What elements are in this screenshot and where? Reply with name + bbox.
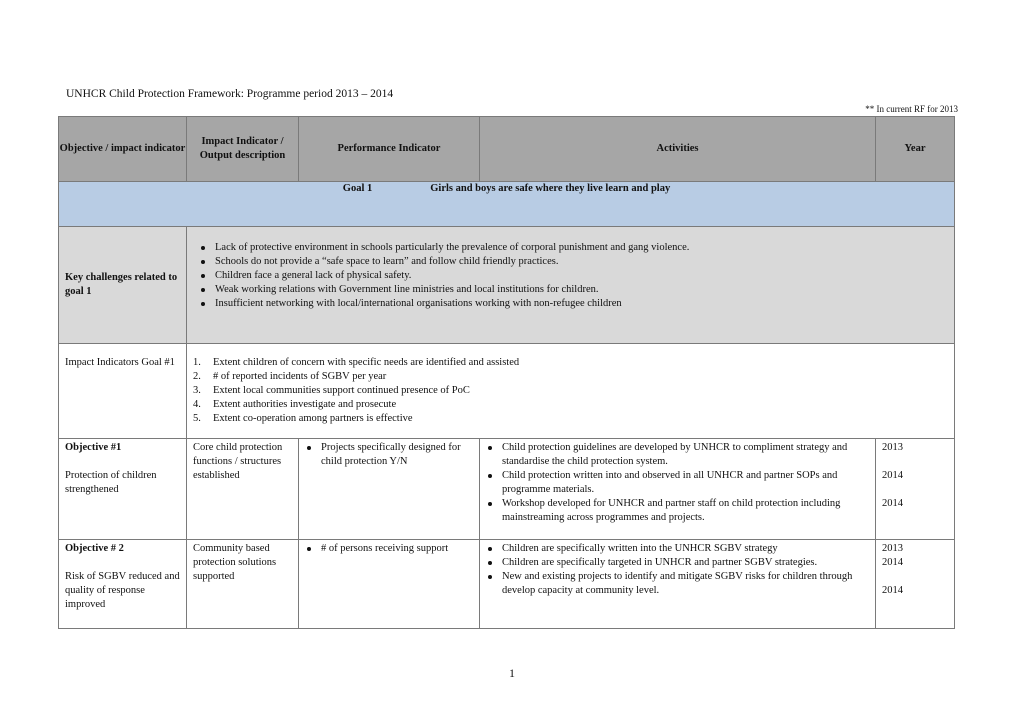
- objective-2-output: Community based protection solutions supported: [187, 540, 299, 629]
- goal-label: Goal 1: [342, 183, 373, 194]
- year-value: 2014: [882, 585, 903, 596]
- objective-2-desc: Risk of SGBV reduced and quality of response improved: [65, 571, 180, 610]
- year-value: 2014: [882, 498, 903, 509]
- framework-table: [58, 116, 955, 629]
- list-item: New and existing projects to identify and mitigate SGBV risks for children through develop capacity at community level.: [480, 570, 867, 598]
- objective-row-2: [59, 540, 955, 629]
- list-item: Insufficient networking with local/international organisations working with non-refugee children: [193, 297, 954, 311]
- list-item: Extent co-operation among partners is effective: [213, 413, 413, 424]
- goal-cell: [59, 182, 955, 227]
- key-challenges-cell: [187, 227, 955, 344]
- objective-2-years: [876, 540, 955, 629]
- list-item: Children are specifically targeted in UNHCR and partner SGBV strategies.: [480, 556, 867, 570]
- key-challenges-label: Key challenges related to goal 1: [59, 227, 187, 344]
- year-value: 2013: [882, 442, 903, 453]
- objective-2-title: Objective # 2: [65, 543, 124, 554]
- objective-row-1: [59, 439, 955, 540]
- list-item: Weak working relations with Government line ministries and local institutions for children.: [193, 283, 954, 297]
- list-item: Child protection written into and observed in all UNHCR and partner SOPs and programme materials.: [480, 469, 867, 497]
- impact-indicators-label: Impact Indicators Goal #1: [59, 344, 187, 439]
- header-row: [59, 117, 955, 182]
- list-item: Projects specifically designed for child protection Y/N: [299, 441, 473, 469]
- list-item: Extent children of concern with specific needs are identified and assisted: [213, 357, 520, 368]
- list-item: Extent authorities investigate and prosecute: [213, 399, 397, 410]
- list-item: Extent local communities support continued presence of PoC: [213, 385, 470, 396]
- key-challenges-list: [193, 241, 954, 311]
- header-year: Year: [876, 117, 955, 182]
- objective-1-activities: [480, 439, 876, 540]
- list-item: Child protection guidelines are developed by UNHCR to compliment strategy and standardise the child protection system.: [480, 441, 867, 469]
- document-title: UNHCR Child Protection Framework: Programme period 2013 – 2014: [66, 88, 394, 100]
- year-value: 2014: [882, 557, 903, 568]
- key-challenges-row: [59, 227, 955, 344]
- page-number: 1: [509, 666, 515, 680]
- list-item: Schools do not provide a “safe space to learn” and follow child friendly practices.: [193, 255, 954, 269]
- objective-1-cell: [59, 439, 187, 540]
- list-item: # of persons receiving support: [299, 542, 473, 556]
- objective-2-cell: [59, 540, 187, 629]
- objective-1-desc: Protection of children strengthened: [65, 470, 157, 495]
- objective-2-performance: [299, 540, 480, 629]
- list-item: Children are specifically written into the UNHCR SGBV strategy: [480, 542, 867, 556]
- objective-2-activities: [480, 540, 876, 629]
- list-item: Lack of protective environment in schools particularly the prevalence of corporal punishment and gang violence.: [193, 241, 954, 255]
- rf-note: ** In current RF for 2013: [865, 104, 958, 114]
- header-activities: Activities: [480, 117, 876, 182]
- objective-1-performance: [299, 439, 480, 540]
- header-performance-indicator: Performance Indicator: [299, 117, 480, 182]
- list-item: Workshop developed for UNHCR and partner staff on child protection including mainstreaming across programmes and projects.: [480, 497, 867, 525]
- impact-indicators-list: [187, 344, 954, 426]
- goal-row: [59, 182, 955, 227]
- year-value: 2013: [882, 543, 903, 554]
- impact-indicators-cell: [187, 344, 955, 439]
- objective-1-title: Objective #1: [65, 442, 122, 453]
- objective-1-years: [876, 439, 955, 540]
- list-item: # of reported incidents of SGBV per year: [213, 371, 387, 382]
- impact-indicators-row: [59, 344, 955, 439]
- list-item: Children face a general lack of physical safety.: [193, 269, 954, 283]
- header-impact-indicator: Impact Indicator / Output description: [187, 117, 299, 182]
- year-value: 2014: [882, 470, 903, 481]
- header-objective: Objective / impact indicator: [59, 117, 187, 182]
- objective-1-output: Core child protection functions / structures established: [187, 439, 299, 540]
- goal-text: Girls and boys are safe where they live learn and play: [430, 183, 671, 194]
